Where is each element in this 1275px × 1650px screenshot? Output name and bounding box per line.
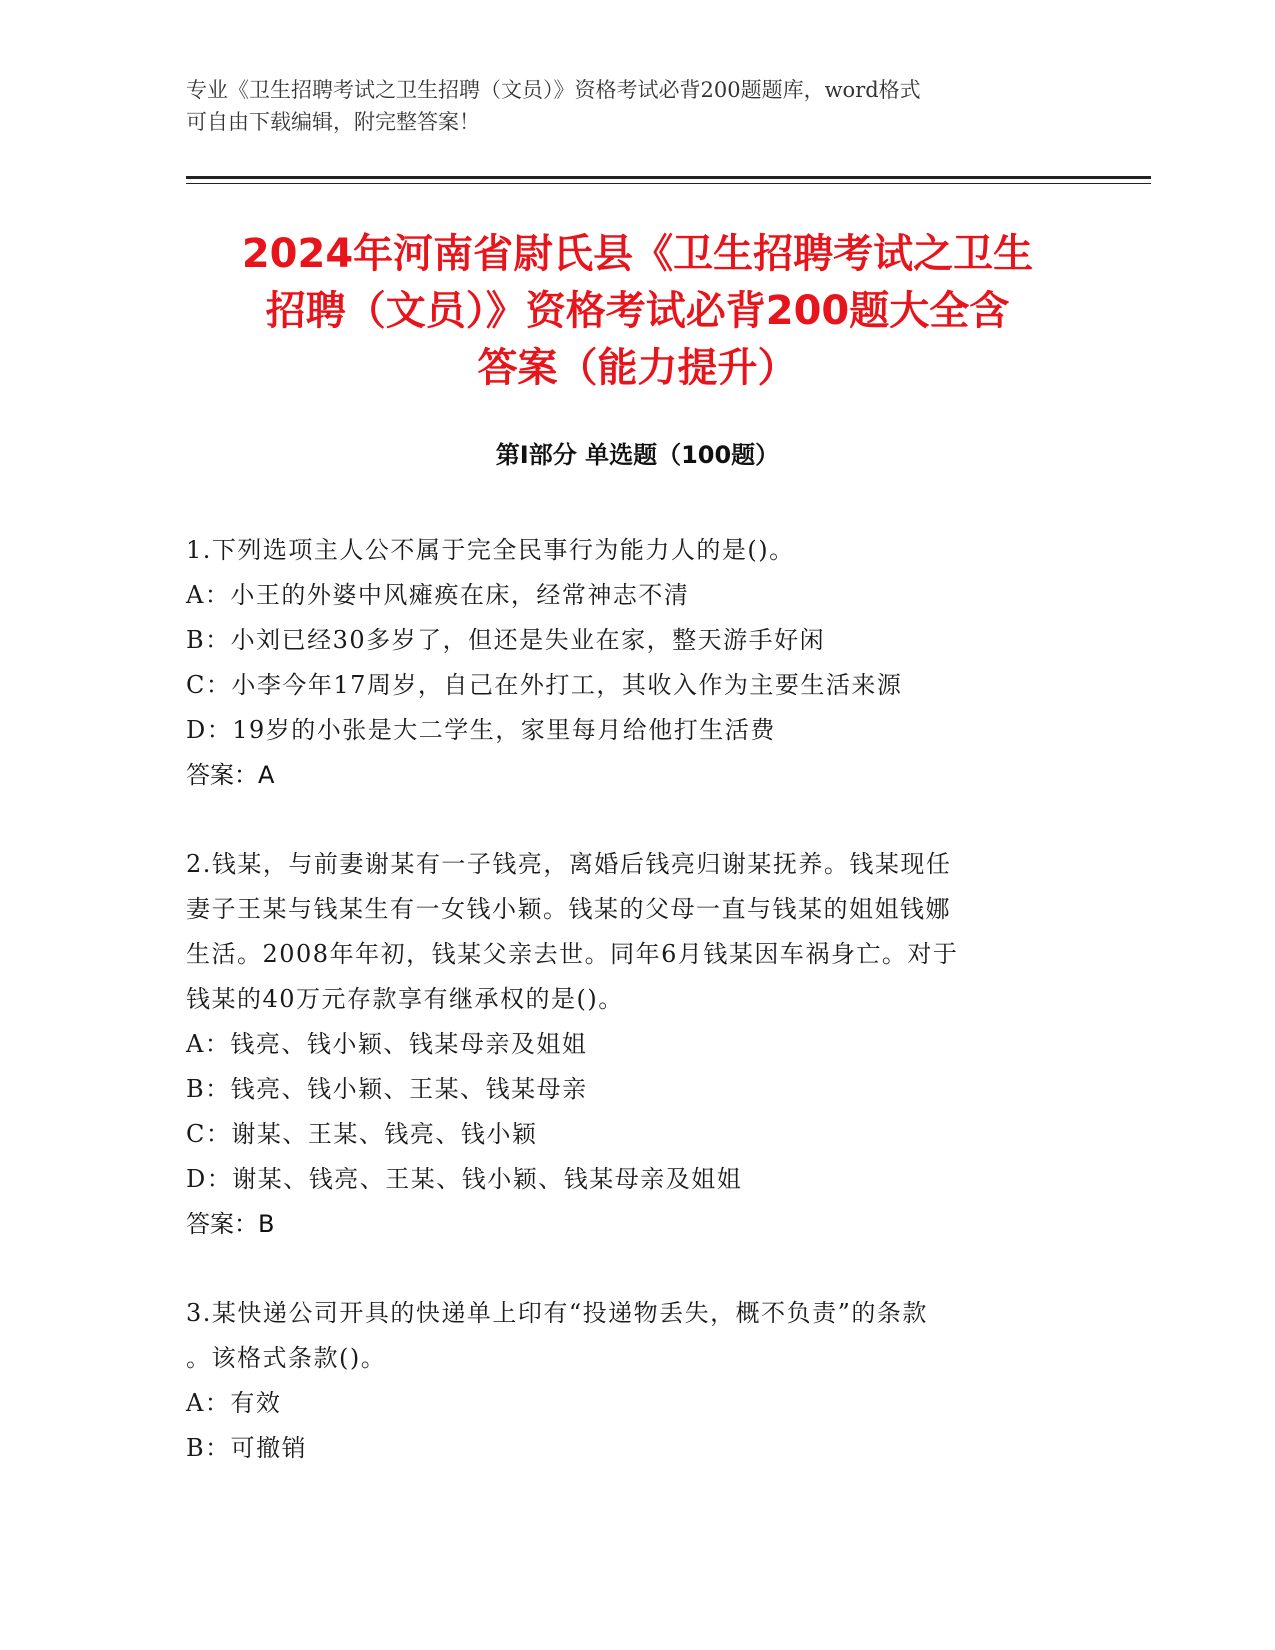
question-2 [186, 842, 1086, 1247]
header-note-line-1: 专业《卫生招聘考试之卫生招聘（文员）》资格考试必背200题题库，word格式 [186, 78, 921, 102]
header-note-line-2: 可自由下载编辑，附完整答案！ [186, 110, 480, 134]
question-stem: 3.某快递公司开具的快递单上印有“投递物丢失，概不负责”的条款 [186, 1299, 928, 1327]
header-rule-thick [186, 176, 1151, 179]
question-list [186, 528, 1086, 1515]
header-rule-thin [186, 183, 1151, 184]
section-heading: 第Ⅰ部分 单选题（100题） [495, 441, 780, 469]
title-line-3: 答案（能力提升） [477, 345, 798, 391]
title-line-1: 2024年河南省尉氏县《卫生招聘考试之卫生 [241, 231, 1034, 277]
option-c: C：谢某、王某、钱亮、钱小颖 [186, 1120, 538, 1148]
question-stem: 钱某的40万元存款享有继承权的是()。 [186, 985, 624, 1013]
document-title [150, 226, 1125, 397]
option-b: B：钱亮、钱小颖、王某、钱某母亲 [186, 1075, 588, 1103]
question-stem: 2.钱某，与前妻谢某有一子钱亮，离婚后钱亮归谢某抚养。钱某现任 [186, 850, 952, 878]
option-c: C：小李今年17周岁，自己在外打工，其收入作为主要生活来源 [186, 671, 903, 699]
title-line-2: 招聘（文员）》资格考试必背200题大全含 [265, 288, 1010, 334]
option-a: A：小王的外婆中风瘫痪在床，经常神志不清 [186, 581, 690, 609]
question-3 [186, 1291, 1086, 1471]
question-stem: 1.下列选项主人公不属于完全民事行为能力人的是()。 [186, 536, 795, 564]
answer-label: 答案：A [186, 761, 275, 789]
option-d: D：谢某、钱亮、王某、钱小颖、钱某母亲及姐姐 [186, 1165, 743, 1193]
option-d: D：19岁的小张是大二学生，家里每月给他打生活费 [186, 716, 776, 744]
question-stem: 妻子王某与钱某生有一女钱小颖。钱某的父母一直与钱某的姐姐钱娜 [186, 895, 951, 923]
question-1 [186, 528, 1086, 798]
question-stem: 生活。2008年年初，钱某父亲去世。同年6月钱某因车祸身亡。对于 [186, 940, 959, 968]
option-b: B：小刘已经30多岁了，但还是失业在家，整天游手好闲 [186, 626, 826, 654]
question-stem: 。该格式条款()。 [186, 1344, 387, 1372]
option-b: B：可撤销 [186, 1434, 308, 1462]
option-a: A：有效 [186, 1389, 282, 1417]
option-a: A：钱亮、钱小颖、钱某母亲及姐姐 [186, 1030, 588, 1058]
header-note [186, 74, 1086, 138]
answer-label: 答案：B [186, 1210, 275, 1238]
